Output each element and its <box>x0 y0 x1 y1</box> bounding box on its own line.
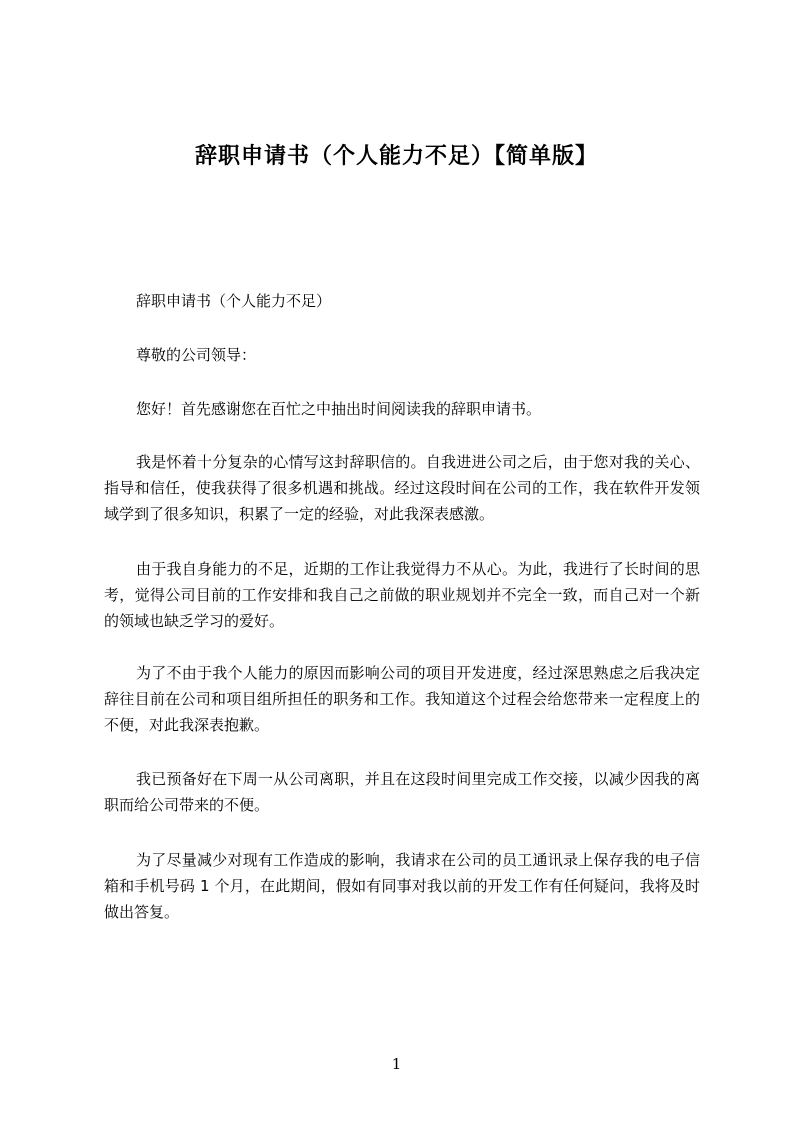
body-paragraph: 为了不由于我个人能力的原因而影响公司的项目开发进度，经过深思熟虑之后我决定辞往目前在公司和项目组所担任的职务和工作。我知道这个过程会给您带来一定程度上的不便，对此我深表抱歉。 <box>104 664 700 734</box>
subtitle-paragraph: 辞职申请书（个人能力不足） <box>136 292 332 310</box>
page-number: 1 <box>391 1055 402 1073</box>
body-paragraph: 由于我自身能力的不足，近期的工作让我觉得力不从心。为此，我进行了长时间的思考，觉得公司目前的工作安排和我自己之前做的职业规划并不完全一致，而自己对一个新的领域也缺乏学习的爱好。 <box>104 560 700 630</box>
body-paragraph: 为了尽量减少对现有工作造成的影响，我请求在公司的员工通讯录上保存我的电子信箱和手机号码 1 个月，在此期间，假如有同事对我以前的开发工作有任何疑问，我将及时做出答复。 <box>104 851 700 921</box>
body-paragraph: 我已预备好在下周一从公司离职，并且在这段时间里完成工作交接，以减少因我的离职而给公司带来的不便。 <box>104 770 700 814</box>
body-paragraph: 我是怀着十分复杂的心情写这封辞职信的。自我进进公司之后，由于您对我的关心、指导和信任，使我获得了很多机遇和挑战。经过这段时间在公司的工作，我在软件开发领域学到了很多知识，积累了一定的经验，对此我深表感激。 <box>104 453 700 523</box>
salutation-paragraph: 尊敬的公司领导： <box>136 346 257 364</box>
greeting-paragraph: 您好！首先感谢您在百忙之中抽出时间阅读我的辞职申请书。 <box>136 400 542 418</box>
document-title: 辞职申请书（个人能力不足）【简单版】 <box>194 144 598 169</box>
